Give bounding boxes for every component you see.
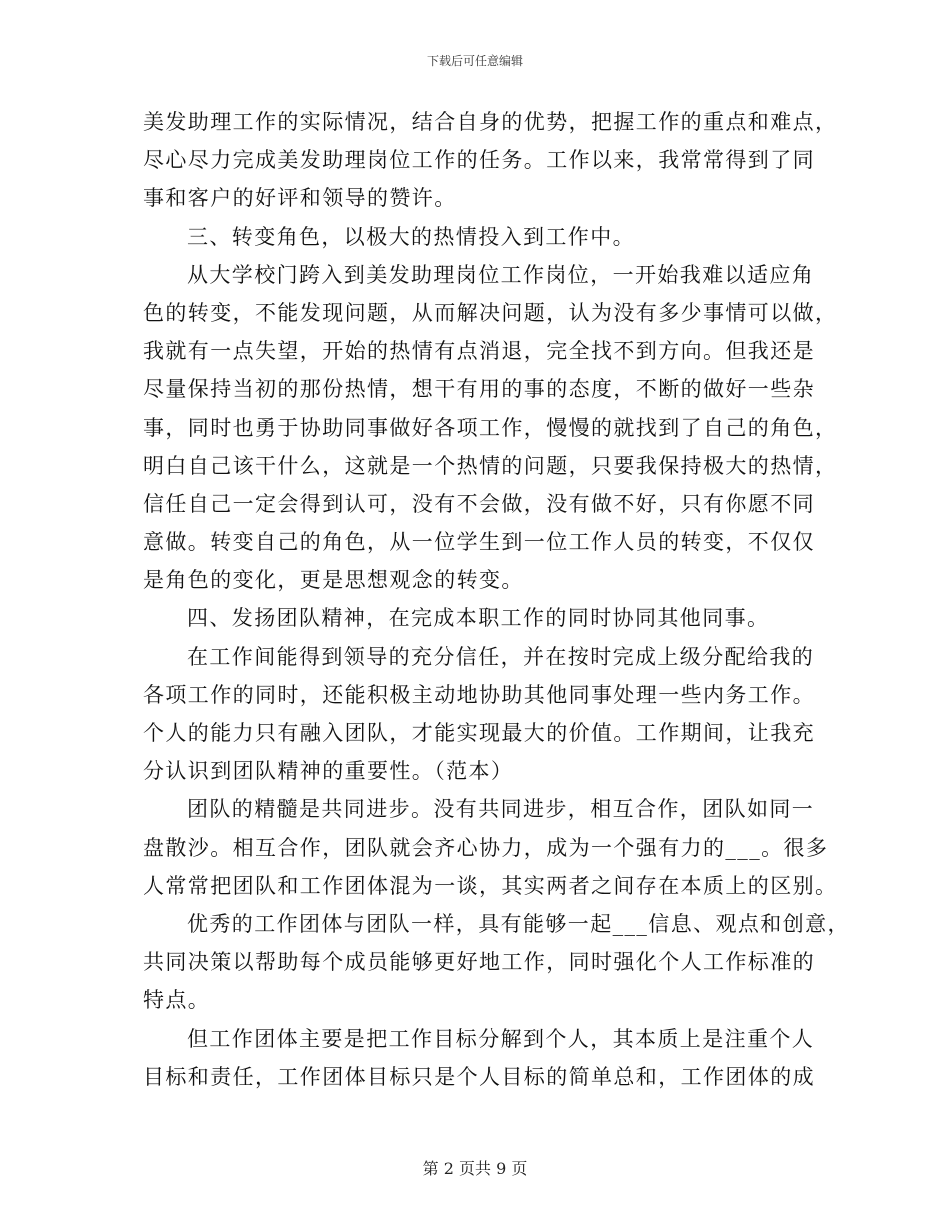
text-line: 个人的能力只有融入团队，才能实现最大的价值。工作期间，让我充 — [143, 721, 815, 745]
text-line: 盘散沙。相互合作，团队就会齐心协力，成为一个强有力的___。很多 — [143, 835, 829, 860]
text-line: 信任自己一定会得到认可，没有不会做，没有做不好，只有你愿不同 — [143, 491, 815, 516]
text-line: 特点。 — [143, 988, 211, 1013]
text-line: 色的转变，不能发现问题，从而解决问题，认为没有多少事情可以做， — [143, 300, 838, 325]
text-line: 明白自己该干什么，这就是一个热情的问题，只要我保持极大的热情， — [143, 453, 838, 478]
text-line: 意做。转变自己的角色，从一位学生到一位工作人员的转变，不仅仅 — [143, 530, 815, 555]
text-line: 各项工作的同时，还能积极主动地协助其他同事处理一些内务工作。 — [143, 682, 815, 707]
text-line: 在工作间能得到领导的充分信任，并在按时完成上级分配给我的 — [187, 644, 815, 669]
text-line: 共同决策以帮助每个成员能够更好地工作，同时强化个人工作标准的 — [143, 950, 815, 975]
text-line: 目标和责任，工作团体目标只是个人目标的简单总和，工作团体的成 — [143, 1064, 815, 1089]
text-line: 是角色的变化，更是思想观念的转变。 — [143, 568, 524, 593]
text-line: 但工作团体主要是把工作目标分解到个人，其本质上是注重个人 — [187, 1026, 815, 1051]
page-footer: 第 2 页共 9 页 — [422, 1159, 528, 1178]
text-line: 从大学校门跨入到美发助理岗位工作岗位，一开始我难以适应角 — [187, 262, 815, 287]
text-line: 优秀的工作团体与团队一样，具有能够一起___信息、观点和创意， — [187, 911, 850, 936]
page-header: 下载后可任意编辑 — [426, 54, 523, 68]
text-line: 三、转变角色，以极大的热情投入到工作中。 — [187, 224, 635, 249]
text-line: 我就有一点失望，开始的热情有点消退，完全找不到方向。但我还是 — [143, 339, 815, 364]
document-body — [143, 103, 850, 1096]
text-line: 尽量保持当初的那份热情，想干有用的事的态度，不断的做好一些杂 — [143, 377, 815, 402]
text-line: 事，同时也勇于协助同事做好各项工作，慢慢的就找到了自己的角色， — [143, 415, 838, 440]
text-line: 美发助理工作的实际情况，结合自身的优势，把握工作的重点和难点， — [143, 110, 838, 134]
text-line: 人常常把团队和工作团体混为一谈，其实两者之间存在本质上的区别。 — [143, 873, 838, 898]
text-line: 团队的精髓是共同进步。没有共同进步，相互合作，团队如同一 — [187, 797, 815, 822]
text-line: 四、发扬团队精神，在完成本职工作的同时协同其他同事。 — [187, 606, 770, 631]
text-line: 尽心尽力完成美发助理岗位工作的任务。工作以来，我常常得到了同 — [143, 148, 815, 173]
text-line: 分认识到团队精神的重要性。（范本） — [143, 759, 514, 784]
text-line: 事和客户的好评和领导的赞许。 — [143, 186, 457, 211]
